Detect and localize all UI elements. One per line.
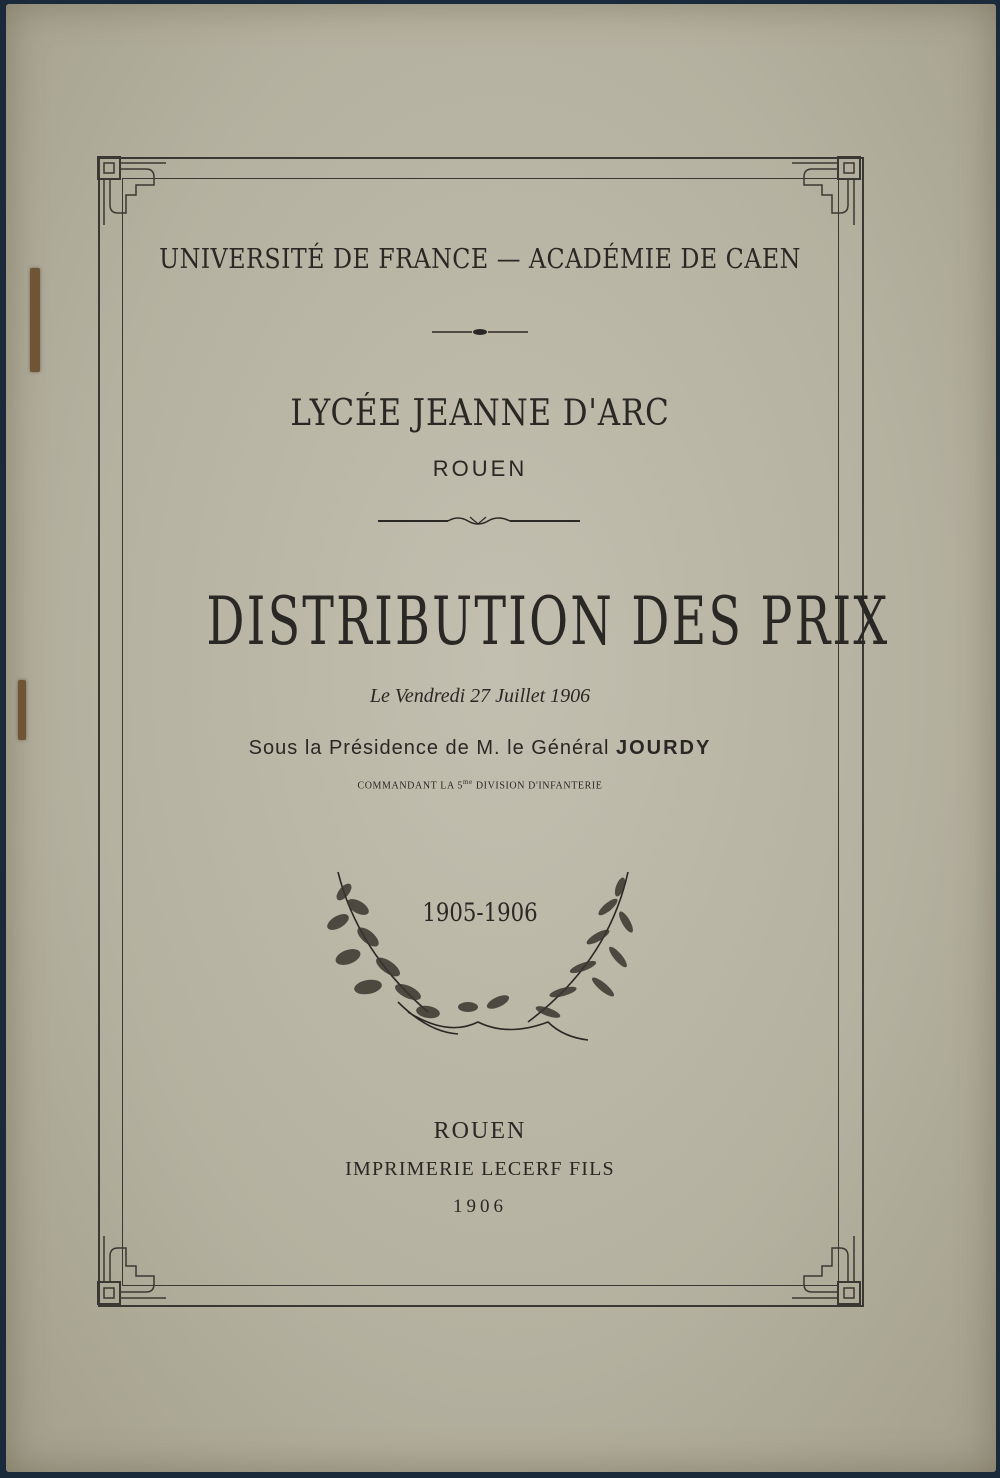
divider-ornament-icon xyxy=(432,326,528,338)
school-name: LYCÉE JEANNE D'ARC xyxy=(290,393,670,434)
publication-year: 1906 xyxy=(453,1196,507,1217)
corner-ornament-icon xyxy=(790,1234,862,1306)
corner-ornament-icon xyxy=(790,155,862,227)
command-prefix: COMMANDANT LA 5 xyxy=(357,780,463,792)
event-title: DISTRIBUTION DES PRIX xyxy=(206,583,890,660)
event-date: Le Vendredi 27 Juillet 1906 xyxy=(369,685,591,707)
presidency-prefix: Sous la Présidence de M. le Général xyxy=(248,737,610,759)
command-line xyxy=(100,778,860,791)
laurel-wreath-icon xyxy=(308,862,648,1052)
corner-ornament-icon xyxy=(96,1234,168,1306)
divider-ornament-icon xyxy=(378,512,580,528)
institution-line: UNIVERSITÉ DE FRANCE — ACADÉMIE DE CAEN xyxy=(159,244,801,275)
school-city: ROUEN xyxy=(432,456,528,481)
presidency-name: JOURDY xyxy=(615,737,712,759)
publisher-city: ROUEN xyxy=(433,1118,527,1144)
command-sup: me xyxy=(462,778,473,786)
staple-top xyxy=(30,268,40,372)
school-year: 1905-1906 xyxy=(422,898,538,927)
presidency-line xyxy=(100,737,860,760)
corner-ornament-icon xyxy=(96,155,168,227)
command-suffix: DIVISION D'INFANTERIE xyxy=(472,780,603,792)
staple-bottom xyxy=(18,680,26,740)
publisher-printer: IMPRIMERIE LECERF FILS xyxy=(345,1158,615,1180)
